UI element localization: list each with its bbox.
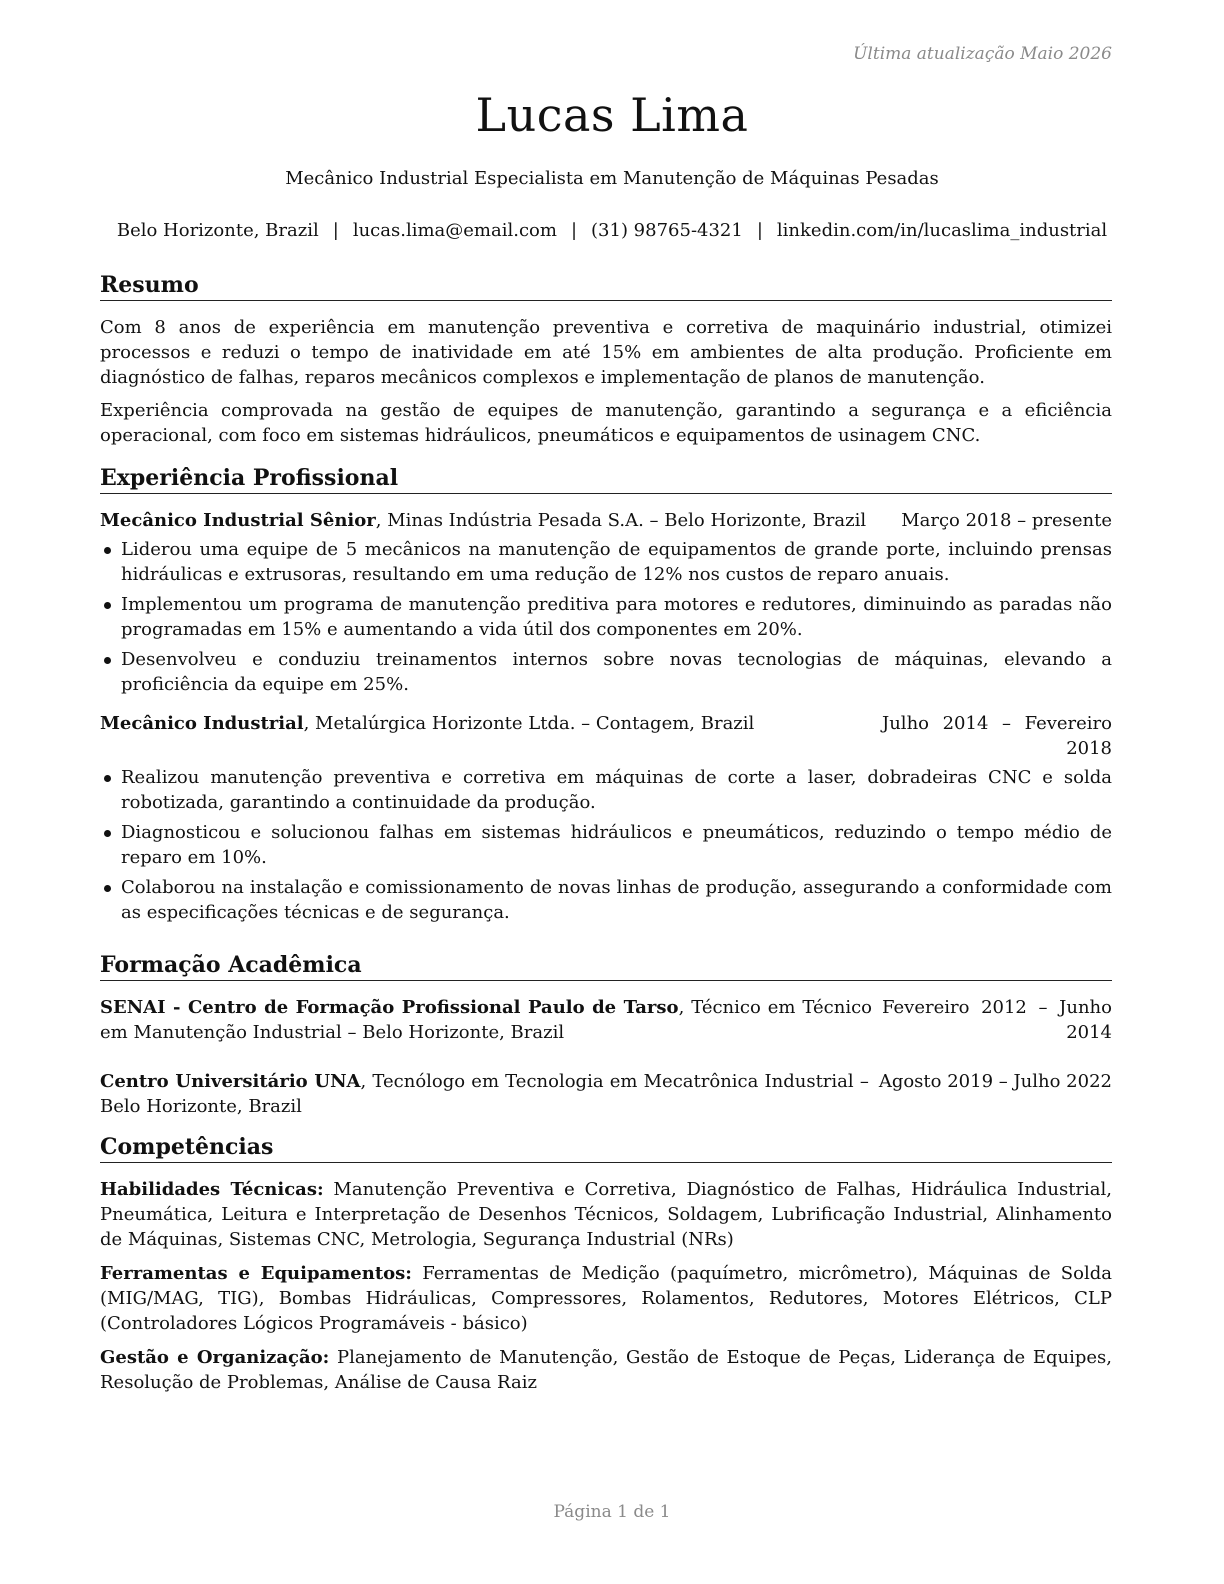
- candidate-name: Lucas Lima: [475, 88, 749, 142]
- job-entry: [100, 711, 1112, 925]
- education-dates: Fevereiro 2012 – Junho 2014: [882, 997, 1112, 1044]
- experience-title: Experiência Profissional: [100, 465, 1112, 494]
- education-detail: , Tecnólogo em Tecnologia em Mecatrônica Industrial – Belo Horizonte, Brazil: [100, 1071, 869, 1118]
- summary-title: Resumo: [100, 272, 1112, 301]
- education-school: SENAI - Centro de Formação Profissional Paulo de Tarso: [100, 997, 679, 1019]
- job-bullet: Colaborou na instalação e comissionamento de novas linhas de produção, assegurando a conformidade com as especificações técnicas e de segurança.: [100, 875, 1112, 925]
- job-bullet: Desenvolveu e conduziu treinamentos internos sobre novas tecnologias de máquinas, elevando a proficiência da equipe em 25%.: [100, 647, 1112, 697]
- summary-paragraph: Com 8 anos de experiência em manutenção preventiva e corretiva de maquinário industrial, otimizei processos e reduzi o tempo de inatividade em até 15% em ambientes de alta produção. Proficiente em diagnóstico de falhas, reparos mecânicos complexos e implementação de planos de manutenção.: [100, 317, 1112, 389]
- contact-phone[interactable]: (31) 98765-4321: [591, 220, 743, 241]
- job-company: , Metalúrgica Horizonte Ltda. – Contagem, Brazil: [303, 713, 755, 735]
- job-role: Mecânico Industrial: [100, 713, 304, 735]
- skills-group-text: Planejamento de Manutenção, Gestão de Estoque de Peças, Liderança de Equipes, Resolução de Problemas, Análise de Causa Raiz: [100, 1347, 1113, 1394]
- summary-paragraph: Experiência comprovada na gestão de equipes de manutenção, garantindo a segurança e a eficiência operacional, com foco em sistemas hidráulicos, pneumáticos e equipamentos de usinagem CNC.: [100, 400, 1112, 447]
- skills-group: [100, 1345, 1112, 1395]
- contact-location: Belo Horizonte, Brazil: [116, 220, 319, 241]
- education-entry: [100, 995, 1112, 1045]
- job-company: , Minas Indústria Pesada S.A. – Belo Horizonte, Brazil: [375, 510, 867, 532]
- job-bullet: Implementou um programa de manutenção preditiva para motores e redutores, diminuindo as paradas não programadas em 15% e aumentando a vida útil dos componentes em 20%.: [100, 592, 1112, 642]
- contact-email[interactable]: lucas.lima@email.com: [352, 220, 557, 241]
- education-entry: [100, 1069, 1112, 1119]
- summary-section: [100, 272, 1112, 448]
- job-bullet: Realizou manutenção preventiva e corretiva em máquinas de corte a laser, dobradeiras CNC e solda robotizada, garantindo a continuidade da produção.: [100, 765, 1112, 815]
- contact-separator: |: [570, 220, 578, 241]
- contact-line: [0, 220, 1224, 241]
- skills-section: [100, 1134, 1112, 1395]
- education-dates: Agosto 2019 – Julho 2022: [878, 1071, 1112, 1093]
- job-bullet: Diagnosticou e solucionou falhas em sistemas hidráulicos e pneumáticos, reduzindo o tempo médio de reparo em 10%.: [100, 820, 1112, 870]
- education-title: Formação Acadêmica: [100, 952, 1112, 981]
- skills-group-text: Ferramentas de Medição (paquímetro, micrômetro), Máquinas de Solda (MIG/MAG, TIG), Bombas Hidráulicas, Compressores, Rolamentos, Redutores, Motores Elétricos, CLP (Controladores Lógicos Programáveis - básico): [100, 1263, 1112, 1335]
- education-section: [100, 952, 1112, 1119]
- skills-group: [100, 1177, 1112, 1252]
- job-bullet: Liderou uma equipe de 5 mecânicos na manutenção de equipamentos de grande porte, incluindo prensas hidráulicas e extrusoras, resultando em uma redução de 12% nos custos de reparo anuais.: [100, 537, 1112, 587]
- skills-group-text: Manutenção Preventiva e Corretiva, Diagnóstico de Falhas, Hidráulica Industrial, Pneumática, Leitura e Interpretação de Desenhos Técnicos, Soldagem, Lubrificação Industrial, Alinhamento de Máquinas, Sistemas CNC, Metrologia, Segurança Industrial (NRs): [100, 1179, 1113, 1251]
- job-dates: Julho 2014 – Fevereiro 2018: [882, 713, 1112, 760]
- contact-linkedin[interactable]: linkedin.com/in/lucaslima_industrial: [776, 220, 1108, 241]
- skills-title: Competências: [100, 1134, 1112, 1163]
- education-detail: , Técnico em Técnico em Manutenção Industrial – Belo Horizonte, Brazil: [100, 997, 872, 1044]
- skills-group-label: Gestão e Organização:: [100, 1347, 330, 1369]
- skills-group: [100, 1261, 1112, 1336]
- last-updated: Última atualização Maio 2026: [853, 44, 1112, 64]
- candidate-tagline: Mecânico Industrial Especialista em Manutenção de Máquinas Pesadas: [285, 168, 939, 189]
- experience-section: [100, 465, 1112, 930]
- education-school: Centro Universitário UNA: [100, 1071, 361, 1093]
- job-role: Mecânico Industrial Sênior: [100, 510, 376, 532]
- job-dates: Março 2018 – presente: [901, 510, 1112, 532]
- contact-separator: |: [756, 220, 763, 241]
- job-entry: [100, 508, 1112, 697]
- skills-group-label: Habilidades Técnicas:: [100, 1179, 324, 1201]
- skills-group-label: Ferramentas e Equipamentos:: [100, 1263, 412, 1285]
- page-number: Página 1 de 1: [553, 1502, 671, 1522]
- contact-separator: |: [332, 220, 339, 241]
